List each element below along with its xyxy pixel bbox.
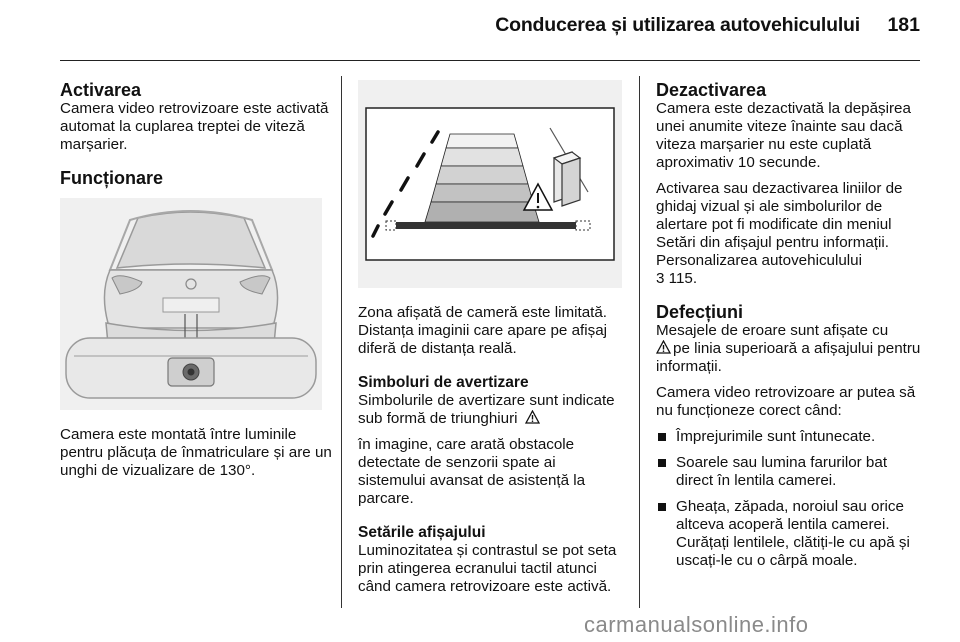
fault-paragraph: [656, 322, 922, 376]
column-divider-right: [639, 76, 640, 608]
bullet-square-icon: [658, 503, 666, 511]
warning-paragraph-1: [358, 392, 626, 428]
guide-lines-paragraph: [656, 180, 922, 288]
fault-intro-paragraph: Camera video retrovizoare ar putea să nu funcționeze corect când:: [656, 384, 916, 419]
list-item: [656, 498, 922, 570]
page-number: 181: [887, 14, 920, 36]
page-header-title: Conducerea și utilizarea autovehiculului: [495, 14, 860, 36]
list-item: [656, 428, 922, 446]
list-item-text: Gheața, zăpada, noroiul sau orice altceva acoperă lentila camerei. Curățați lentilele, clătiți-le cu apă și uscați-le cu o cârpă moale.: [676, 498, 910, 569]
bullet-square-icon: [658, 459, 666, 467]
header-divider: [60, 60, 920, 61]
activation-paragraph: Camera video retrovizoare este activată automat la cuplarea treptei de viteză marșarier.: [60, 100, 329, 153]
bullet-square-icon: [658, 433, 666, 441]
heading-display-settings: Setările afișajului: [358, 524, 486, 541]
guide-page-reference: 3 115.: [656, 270, 698, 287]
fault-text-2: pe linia superioară a afișajului pentru informații.: [656, 340, 921, 375]
guide-text-1: Activarea sau dezactivarea liniilor de ghidaj vizual și ale simbolurilor de alertare pot fi modificate din meniul Setări din afișajul pentru informații.: [656, 180, 903, 251]
warning-triangle-icon: [656, 340, 671, 354]
heading-faults: Defecțiuni: [656, 302, 744, 322]
warning-triangle-icon: [525, 410, 540, 424]
display-settings-paragraph: Luminozitatea și contrastul se pot seta prin atingerea ecranului tactil atunci când camera retrovizoare este activă.: [358, 542, 617, 595]
list-item-text: Soarele sau lumina farurilor bat direct în lentila camerei.: [676, 454, 888, 489]
list-item-text: Împrejurimile sunt întunecate.: [676, 428, 876, 445]
warning-paragraph-2: în imagine, care arată obstacole detectate de senzorii spate ai sistemului avansat de asistență la parcare.: [358, 436, 586, 507]
column-1: [60, 80, 332, 488]
camera-display-figure: [358, 80, 622, 288]
limited-zone-paragraph: Zona afișată de cameră este limitată. Distanța imaginii care apare pe afișaj diferă de distanța reală.: [358, 304, 608, 357]
watermark: carmanualsonline.info: [584, 612, 809, 637]
heading-deactivation: Dezactivarea: [656, 80, 767, 100]
warning-text-1: Simbolurile de avertizare sunt indicate sub formă de triunghiuri: [358, 392, 615, 427]
column-2: [358, 80, 626, 604]
heading-activation: Activarea: [60, 80, 142, 100]
fault-conditions-list: [656, 428, 922, 570]
mount-paragraph: Camera este montată între luminile pentru plăcuța de înmatriculare și are un unghi de vizualizare de 130°.: [60, 426, 332, 479]
column-3: [656, 80, 922, 578]
list-item: [656, 454, 922, 490]
column-divider-left: [341, 76, 342, 608]
rear-camera-location-figure: [60, 198, 322, 410]
heading-warning-symbols: Simboluri de avertizare: [358, 374, 529, 391]
guide-text-2: Personalizarea autovehiculului: [656, 252, 863, 269]
heading-function: Funcționare: [60, 168, 164, 188]
fault-text-1: Mesajele de eroare sunt afișate cu: [656, 322, 889, 339]
deactivation-paragraph: Camera este dezactivată la depășirea unei anumite viteze înainte sau dacă viteza marșarier nu este cuplată aproximativ 10 secunde.: [656, 100, 911, 171]
